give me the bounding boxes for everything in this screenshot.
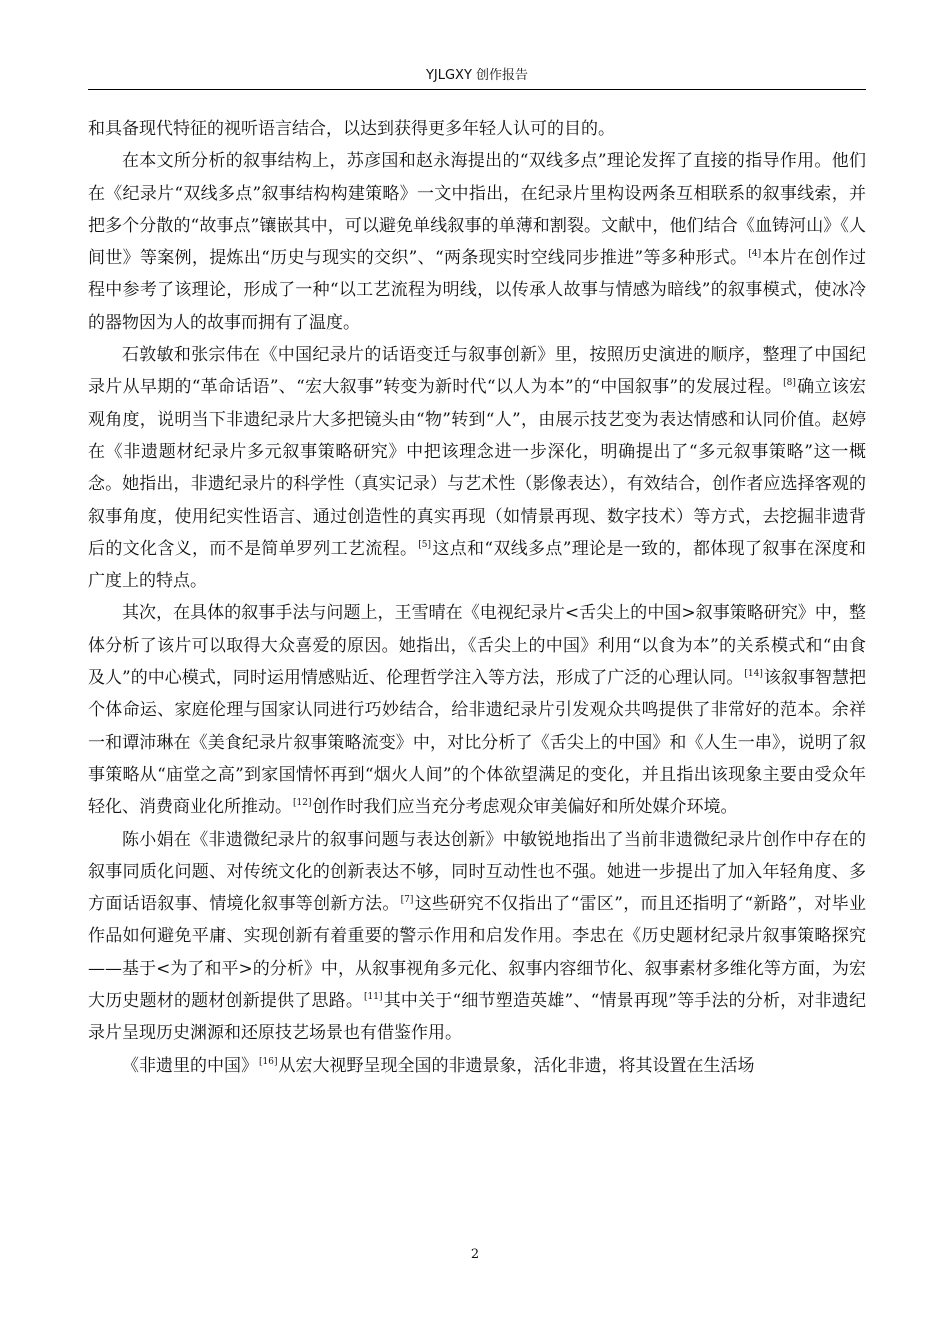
paragraph (88, 824, 866, 1050)
text-segment: 陈小娟在《非遗微纪录片的叙事问题与表达创新》中敏锐地指出了当前非遗微纪录片创作中存在的叙事同质化问题、对传统文化的创新表达不够，同时互动性也不强。她进一步提出了加入年轻角度、多方面话语叙事、情境化叙事等创新方法。 (88, 829, 866, 915)
text-segment: 在本文所分析的叙事结构上，苏彦国和赵永海提出的“双线多点”理论发挥了直接的指导作用。他们在《纪录片“双线多点”叙事结构构建策略》一文中指出，在纪录片里构设两条互相联系的叙事线索，并把多个分散的“故事点”镶嵌其中，可以避免单线叙事的单薄和割裂。文献中，他们结合《血铸河山》《人间世》等案例，提炼出“历史与现实的交织”、“两条现实时空线同步推进”等多种形式。 (88, 151, 866, 269)
text-segment: 这点和“双线多点”理论是一致的，都体现了叙事在深度和广度上的特点。 (88, 538, 866, 592)
text-segment: 本片在创作过程中参考了该理论，形成了一种“以工艺流程为明线，以传承人故事与情感为暗线”的叙事模式，使冰冷的器物因为人的故事而拥有了温度。 (88, 248, 866, 333)
paragraph (88, 113, 866, 145)
text-segment: 从宏大视野呈现全国的非遗景象，活化非遗，将其设置在生活场 (278, 1055, 755, 1076)
paragraph (88, 597, 866, 823)
text-segment: 这些研究不仅指出了“雷区”，而且还指明了“新路”，对毕业作品如何避免平庸、实现创新有着重要的警示作用和启发作用。李忠在《历史题材纪录片叙事策略探究——基于<为了和平>的分析》中，从叙事视角多元化、叙事内容细节化、叙事素材多维化等方面，为宏大历史题材的题材创新提供了思路。 (88, 894, 867, 1012)
citation-ref: [14] (744, 669, 763, 680)
text-segment: 石敦敏和张宗伟在《中国纪录片的话语变迁与叙事创新》里，按照历史演进的顺序，整理了中国纪录片从早期的“革命话语”、“宏大叙事”转变为新时代“以人为本”的“中国叙事”的发展过程。 (88, 345, 866, 398)
citation-ref: [8] (783, 378, 796, 389)
text-segment: 该叙事智慧把个体命运、家庭伦理与国家认同进行巧妙结合，给非遗纪录片引发观众共鸣提供了非常好的范本。余祥一和谭沛琳在《美食纪录片叙事策略流变》中，对比分析了《舌尖上的中国》和《人生一串》，说明了叙事策略从“庙堂之高”到家国情怀再到“烟火人间”的个体欲望满足的变化，并且指出该现象主要由受众年轻化、消费商业化所推动。 (88, 668, 866, 818)
text-segment: 《非遗里的中国》 (122, 1055, 258, 1076)
text-segment: 确立该宏观角度，说明当下非遗纪录片大多把镜头由“物”转到“人”，由展示技艺变为表达情感和认同价值。赵婷在《非遗题材纪录片多元叙事策略研究》中把该理念进一步深化，明确提出了“多元叙事策略”这一概念。她指出，非遗纪录片的科学性（真实记录）与艺术性（影像表达），有效结合，创作者应选择客观的叙事角度，使用纪实性语言、通过创造性的真实再现（如情景再现、数字技术）等方式，去挖掘非遗背后的文化含义，而不是简单罗列工艺流程。 (88, 377, 867, 559)
citation-ref: [5] (418, 539, 432, 550)
citation-ref: [11] (364, 992, 383, 1003)
citation-ref: [16] (259, 1056, 278, 1067)
text-segment: 其次，在具体的叙事手法与问题上，王雪晴在《电视纪录片<舌尖上的中国>叙事策略研究》中，整体分析了该片可以取得大众喜爱的原因。她指出，《舌尖上的中国》利用“以食为本”的关系模式和“由食及人”的中心模式，同时运用情感贴近、伦理哲学注入等方法，形成了广泛的心理认同。 (88, 603, 866, 689)
paragraph (88, 145, 866, 339)
citation-ref: [4] (748, 249, 762, 260)
page-number: 2 (470, 1247, 480, 1262)
paragraph (88, 1050, 866, 1082)
citation-ref: [7] (400, 895, 414, 906)
running-header: YJLGXY 创作报告 (425, 68, 529, 83)
citation-ref: [12] (293, 798, 312, 809)
header-rule (88, 89, 866, 90)
text-segment: 创作时我们应当充分考虑观众审美偏好和所处媒介环境。 (312, 797, 738, 818)
body-text (88, 113, 866, 1082)
paragraph (88, 339, 866, 597)
text-segment: 和具备现代特征的视听语言结合，以达到获得更多年轻人认可的目的。 (88, 119, 615, 139)
text-segment: 其中关于“细节塑造英雄”、“情景再现”等手法的分析，对非遗纪录片呈现历史渊源和还原技艺场景也有借鉴作用。 (88, 991, 867, 1044)
